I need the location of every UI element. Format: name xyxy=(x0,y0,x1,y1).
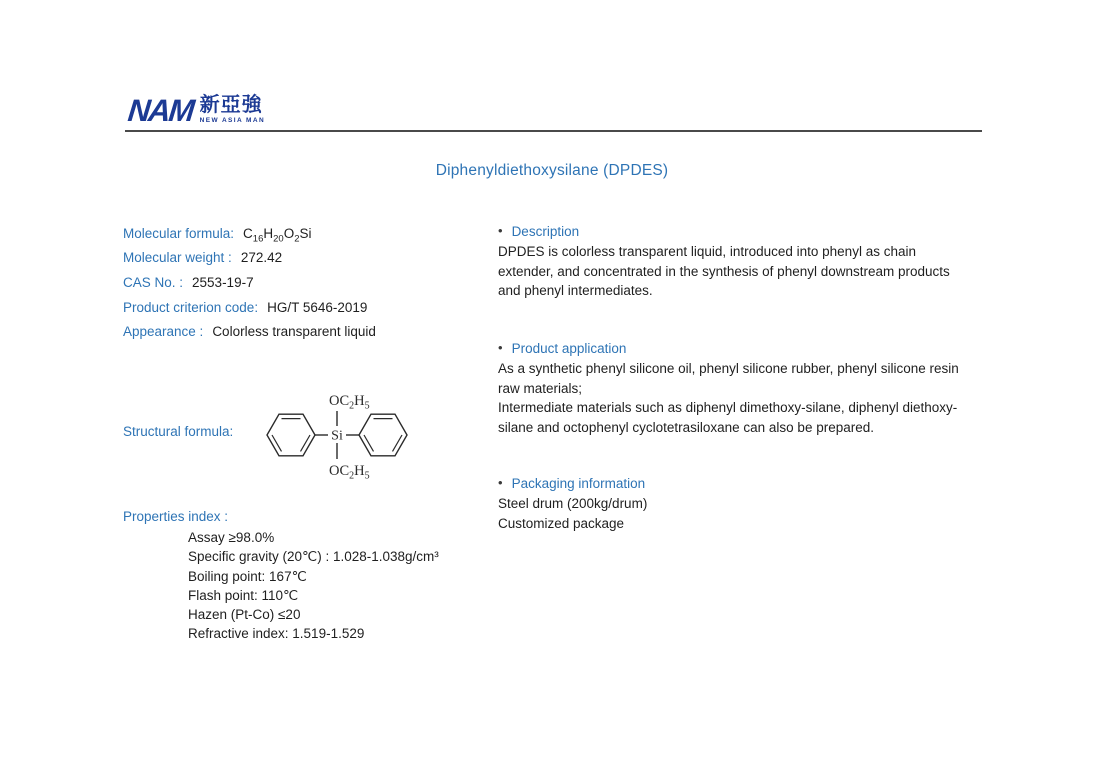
field-value: HG/T 5646-2019 xyxy=(267,299,368,315)
bullet-icon: • xyxy=(498,223,503,238)
property-boiling-point: Boiling point: 167℃ xyxy=(188,568,307,584)
section-heading xyxy=(498,222,970,240)
structural-formula-label: Structural formula: xyxy=(123,424,234,439)
bullet-icon: • xyxy=(498,475,503,490)
field-cas-no xyxy=(123,270,376,295)
field-product-criterion-code xyxy=(123,295,376,320)
section-heading-text: Description xyxy=(511,223,580,239)
company-logo xyxy=(128,94,265,128)
properties-list xyxy=(188,528,439,644)
section-packaging-information xyxy=(498,474,970,533)
benzene-ring-right xyxy=(359,414,407,456)
field-label: Molecular formula: xyxy=(123,225,235,241)
logo-tagline: NEW ASIA MAN xyxy=(199,117,266,124)
field-molecular-weight xyxy=(123,246,376,271)
field-value: 272.42 xyxy=(240,250,283,266)
benzene-ring-left xyxy=(267,414,315,456)
section-paragraph: DPDES is colorless transparent liquid, introduced into phenyl as chain extender, and concentrated in the synthesis of phenyl downstream products and phenyl intermediates. xyxy=(498,244,950,299)
property-assay: Assay ≥98.0% xyxy=(188,530,275,545)
ethoxy-label-top: $OC_2H_5$ xyxy=(329,393,370,412)
property-refractive-index: Refractive index: 1.519-1.529 xyxy=(188,626,365,642)
logo-chinese-block xyxy=(200,94,265,125)
structural-formula-image xyxy=(257,380,417,482)
si-atom-label: Si xyxy=(331,428,343,444)
section-paragraph: Customized package xyxy=(498,515,625,531)
header-divider xyxy=(125,130,982,132)
product-fields xyxy=(123,221,376,344)
property-hazen: Hazen (Pt-Co) ≤20 xyxy=(188,607,301,623)
field-label: Molecular weight : xyxy=(123,250,232,266)
properties-index-label: Properties index : xyxy=(123,509,229,524)
property-specific-gravity: Specific gravity (20℃) : 1.028-1.038g/cm³ xyxy=(188,549,439,565)
property-flash-point: Flash point: 110℃ xyxy=(188,587,299,603)
section-heading-text: Packaging information xyxy=(511,475,646,491)
section-heading-text: Product application xyxy=(511,340,627,356)
section-heading xyxy=(498,474,970,492)
field-value: Colorless transparent liquid xyxy=(212,324,376,340)
section-paragraph: Steel drum (200kg/drum) xyxy=(498,496,648,511)
logo-wordmark: NAM xyxy=(126,93,195,128)
section-product-application xyxy=(498,339,970,437)
page-title: Diphenyldiethoxysilane (DPDES) xyxy=(435,162,669,179)
bullet-icon: • xyxy=(498,340,503,355)
field-label: Appearance : xyxy=(123,324,204,340)
section-heading xyxy=(498,339,970,357)
section-paragraph: As a synthetic phenyl silicone oil, phenyl silicone rubber, phenyl silicone resin raw materials; xyxy=(498,361,959,396)
field-appearance xyxy=(123,319,376,344)
field-value: 2553-19-7 xyxy=(192,274,254,290)
field-label: CAS No. : xyxy=(123,274,184,290)
field-label: Product criterion code: xyxy=(123,299,259,315)
section-description xyxy=(498,222,970,301)
field-molecular-formula xyxy=(123,221,376,246)
section-paragraph: Intermediate materials such as diphenyl dimethoxy-silane, diphenyl diethoxy-silane and octophenyl cyclotetrasiloxane can also be prepared. xyxy=(498,400,958,435)
logo-chinese-text: 新亞強 xyxy=(199,94,263,116)
ethoxy-label-bottom: $OC_2H_5$ xyxy=(329,463,370,482)
field-value: $C_{16}H_{20}O_2Si$ xyxy=(243,225,312,245)
